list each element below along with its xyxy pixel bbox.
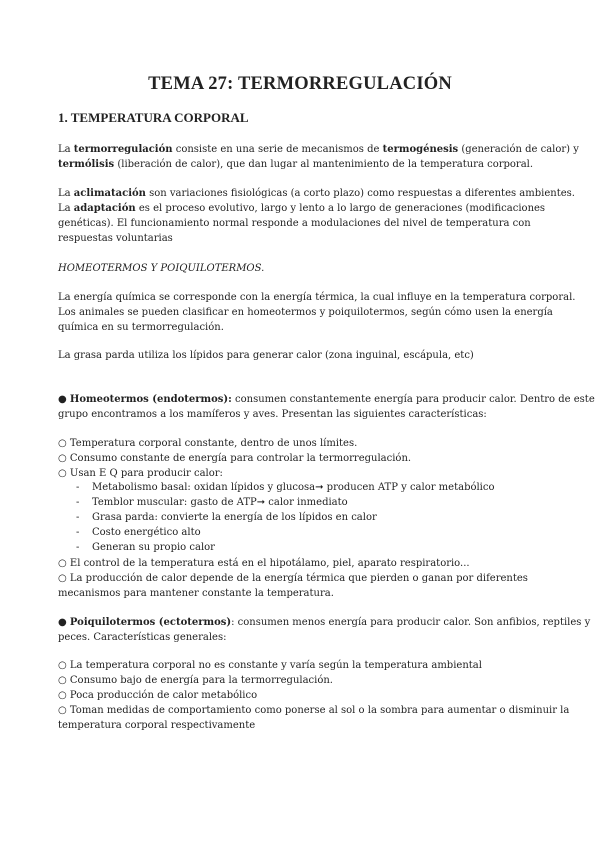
section-heading: 1. TEMPERATURA CORPORAL (58, 110, 249, 125)
term-adaptacion: adaptación (73, 203, 136, 214)
term-termogenesis: termogénesis (382, 144, 459, 155)
homeotermos-after-list: ○ El control de la temperatura está en el hipotálamo, piel, aparato respiratorio... ○ La producción de calor depende de la energía térmica que pierden o ganan por diferentes mecanismos para mantener constante la temperatura. (58, 556, 538, 601)
poiquilotermos-block: ● Poiquilotermos (ectotermos): consumen menos energía para producir calor. Son anfibios, reptiles y peces. Características generales: (58, 617, 591, 643)
sub-list-item: Metabolismo basal: oxidan lípidos y glucosa➞ producen ATP y calor metabólico (92, 482, 495, 493)
term-termolisis: termólisis (58, 159, 115, 170)
sub-list-item: Temblor muscular: gasto de ATP➞ calor inmediato (92, 497, 348, 508)
term-termorregulacion: termorregulación (73, 144, 173, 155)
list-item: ○ Toman medidas de comportamiento como ponerse al sol o la sombra para aumentar o disminuir la (58, 705, 570, 716)
term-homeotermos: Homeotermos (endotermos): (69, 394, 232, 405)
page-title: TEMA 27: TERMORREGULACIÓN (148, 74, 452, 94)
term-aclimatacion: aclimatación (73, 188, 146, 199)
energy-paragraph: La energía química se corresponde con la energía térmica, la cual influye en la temperatura corporal. Los animales se pueden clasificar en homeotermos y poiquilotermos, según cómo usen la energía química en su termorregulación. (58, 292, 576, 333)
list-item: ○ La producción de calor depende de la energía térmica que pierden o ganan por diferentes (58, 573, 528, 584)
homeotermos-block: ● Homeotermos (endotermos): consumen constantemente energía para producir calor. Dentro de este grupo encontramos a los mamíferos y aves. Presentan las siguientes características: (58, 394, 595, 420)
list-item: ○ El control de la temperatura está en el hipotálamo, piel, aparato respiratorio... (58, 558, 470, 569)
list-item: ○ Usan E Q para producir calor: (58, 468, 223, 479)
sub-list-item: Generan su propio calor (92, 542, 215, 553)
subheading: HOMEOTERMOS Y POIQUILOTERMOS. (58, 263, 265, 274)
list-item: ○ La temperatura corporal no es constante y varía según la temperatura ambiental (58, 660, 482, 671)
grasa-paragraph: La grasa parda utiliza los lípidos para generar calor (zona inguinal, escápula, etc) (58, 350, 474, 361)
poiquilotermos-list: ○ La temperatura corporal no es constante y varía según la temperatura ambiental ○ Consumo bajo de energía para la termorregulación. ○ Poca producción de calor metabólico ○ Toman medidas de comportamiento como ponerse al sol o la sombra para aumentar o disminuir la temperatura corporal respectivamente (58, 660, 570, 731)
list-item: ○ Poca producción de calor metabólico (58, 690, 258, 701)
intro-paragraph: La termorregulación consiste en una serie de mecanismos de termogénesis (generación de calor) y termólisis (liberación de calor), que dan lugar al mantenimiento de la temperatura corporal. (58, 144, 579, 170)
document-page: TEMA 27: TERMORREGULACIÓN 1. TEMPERATURA CORPORAL La termorregulación consiste en una serie de mecanismos de termogénesis (generación de calor) y termólisis (liberación de calor), que dan lugar al mantenimiento de la temperatura corporal. La aclimatación son variaciones fisiológicas (a corto plazo) como respuestas a diferentes ambientes. La adaptación es el proceso evolutivo, largo y lento a lo largo de generaciones (modificaciones genéticas). El funcionamiento normal responde a modulaciones del nivel de temperatura con respuestas voluntarias HOMEOTERMOS Y POIQUILOTERMOS. La energía química se corresponde con la energía térmica, la cual influye en la temperatura corporal. Los animales se pueden clasificar en homeotermos y poiquilotermos, según cómo usen la energía química en su termorregulación. La grasa parda utiliza los lípidos para generar calor (zona inguinal, escápula, etc) ● Homeotermos (endotermos): consumen constantemente energía para producir calor. Dentro de este grupo encontramos a los mamíferos y aves. Presentan las siguientes características: ○ Temperatura corporal constante, dentro de unos límites. ○ Consumo constante de energía para controlar la termorregulación. ○ Usan E Q para producir calor: - Metabolismo basal: oxidan lípidos y glucosa➞ producen ATP y calor metabólico - Temblor muscular: gasto de ATP➞ calor inmediato - Grasa parda: convierte la energía de los lípidos en calor - Costo energético alto - Generan su propio calor ○ El control de la temperatura está en el hipotálamo, piel, aparato respiratorio... ○ La producción de calor depende de la energía térmica que pierden o ganan por diferentes mecanismos para mantener constante la temperatura. ● Poiquilotermos (ectotermos): consumen menos energía para producir calor. Son anfibios, reptiles y peces. Características generales: ○ La temperatura corporal no es constante y varía según la temperatura ambiental ○ Consumo bajo de energía para la termorregulación. ○ Poca producción de calor metabólico ○ Toman medidas de comportamiento como ponerse al sol o la sombra para aumentar o disminuir la temperatura corporal respectivamente (0, 0, 600, 848)
list-item: ○ Consumo bajo de energía para la termorregulación. (58, 675, 333, 686)
sub-list-item: Grasa parda: convierte la energía de los lípidos en calor (92, 512, 377, 523)
list-item: ○ Temperatura corporal constante, dentro de unos límites. (58, 438, 358, 449)
homeotermos-list (58, 436, 538, 481)
term-poiquilotermos: Poiquilotermos (ectotermos) (69, 617, 232, 628)
aclimatacion-paragraph: La aclimatación son variaciones fisiológicas (a corto plazo) como respuestas a diferentes ambientes. La adaptación es el proceso evolutivo, largo y lento a lo largo de generaciones (modificaciones genéticas). El funcionamiento normal responde a modulaciones del nivel de temperatura con respuestas voluntarias (58, 188, 575, 244)
list-item: ○ Consumo constante de energía para controlar la termorregulación. (58, 453, 412, 464)
sub-list-item: Costo energético alto (92, 527, 201, 538)
